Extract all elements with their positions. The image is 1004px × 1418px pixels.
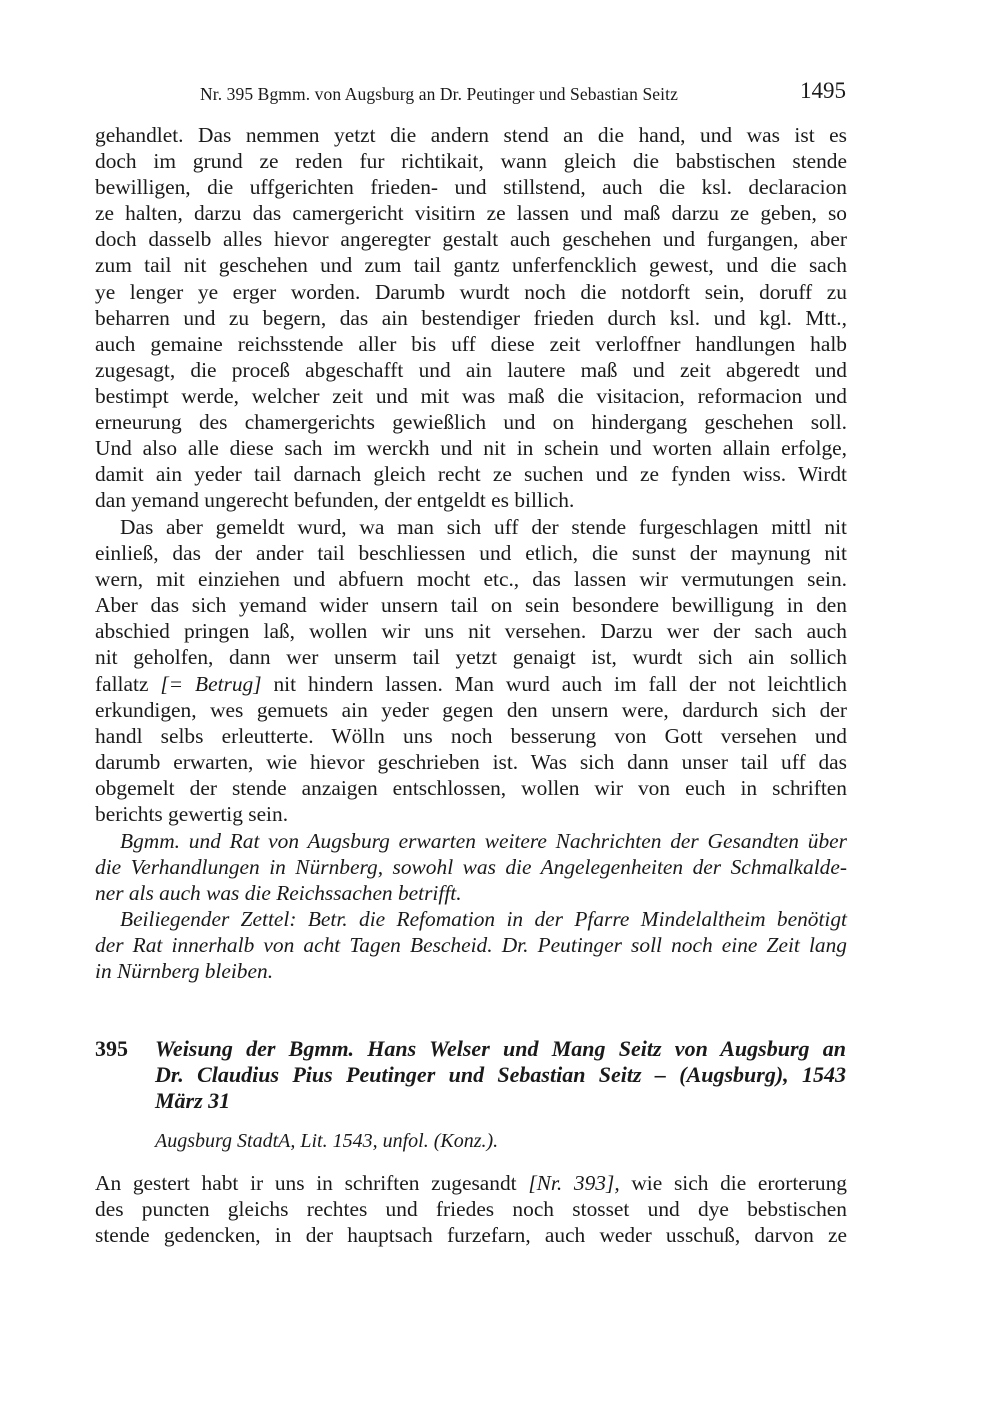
text-line: doch dasselb alles hievor angeregter gestalt auch geschehen und furgangen, aber bbox=[95, 227, 847, 252]
text-line: obgemelt der stende anzaigen entschlossen, wollen wir von euch in schriften bbox=[95, 775, 847, 800]
text-line: zugesagt, die proceß abgeschafft und ain lautere maß und zeit abgeredt und bbox=[95, 357, 847, 382]
text-line: der Rat innerhalb von acht Tagen Bescheid. Dr. Peutinger soll noch eine Zeit lang bbox=[95, 933, 847, 958]
title-line: Dr. Claudius Pius Peutinger und Sebastian Seitz – (Augsburg), 1543 bbox=[155, 1062, 846, 1088]
text-line: Bgmm. und Rat von Augsburg erwarten weitere Nachrichten der Gesandten über bbox=[120, 829, 847, 853]
summary-1 bbox=[95, 828, 847, 906]
text-line: abschied pringen laß, wollen wir uns nit versehen. Darzu wer der sach auch bbox=[95, 619, 847, 644]
text-line: des puncten gleichs rechtes und friedes noch stosset und dye bebstischen bbox=[95, 1197, 847, 1222]
text-line: in Nürnberg bleiben. bbox=[95, 959, 274, 984]
text-line: darumb erwarten, wie hievor geschrieben ist. Was sich dann unser tail uff das bbox=[95, 749, 847, 774]
text-line: auch gemaine reichsstende aller bis uff diese zeit verloffner handlungen halb bbox=[95, 331, 847, 356]
text-line: Aber das sich yemand wider unsern tail on sein besondere bewilligung in den bbox=[95, 593, 847, 618]
title-line: Weisung der Bgmm. Hans Welser und Mang Seitz von Augsburg an bbox=[155, 1036, 846, 1061]
text-line: ze halten, darzu das camergericht visitirn ze lassen und maß darzu ze geben, so bbox=[95, 201, 847, 226]
text-line: bewilligen, die uffgerichten frieden- und stillstend, auch die ksl. declaracion bbox=[95, 175, 847, 200]
entry-number: 395 bbox=[95, 1036, 128, 1061]
paragraph-1 bbox=[95, 122, 847, 513]
page-number: 1495 bbox=[800, 78, 846, 103]
text-line: gehandlet. Das nemmen yetzt die andern stend an die hand, und was ist es bbox=[95, 123, 847, 147]
entry-title bbox=[155, 1036, 846, 1114]
text-line: Beiliegender Zettel: Betr. die Refomation in der Pfarre Mindelaltheim benötigt bbox=[120, 907, 847, 931]
text-line: einließ, das der ander tail beschliessen und etlich, die sunst der maynung nit bbox=[95, 541, 847, 566]
text-segment: nit hindern lassen. Man wurd auch im fall der not leichtlich bbox=[261, 671, 847, 696]
paragraph-2 bbox=[95, 514, 847, 827]
summary-2 bbox=[95, 906, 847, 984]
source-reference: Augsburg StadtA, Lit. 1543, unfol. (Konz.). bbox=[155, 1130, 499, 1152]
text-line: Und also alle diese sach im werckh und nit in schein und worten allain erfolge, bbox=[95, 436, 847, 461]
text-line: berichts gewertig sein. bbox=[95, 802, 289, 827]
title-line: März 31 bbox=[155, 1088, 231, 1114]
text-line: erkundigen, wes gemuets ain yeder gegen den unsern were, dardurch sich der bbox=[95, 697, 847, 722]
text-line: bestimpt werde, welcher zeit und mit was maß die visitacion, reformacion und bbox=[95, 383, 847, 408]
cross-reference: [Nr. 393], bbox=[528, 1171, 620, 1195]
entry-text bbox=[95, 1170, 847, 1248]
running-header bbox=[96, 76, 848, 106]
text-segment: An gestert habt ir uns in schriften zugesandt bbox=[95, 1171, 529, 1195]
text-line: stende gedencken, in der hauptsach furzefarn, auch weder usschuß, darvon ze bbox=[95, 1223, 847, 1248]
text-line: damit ain yeder tail darnach gleich recht ze suchen und ze fynden wiss. Wirdt bbox=[95, 462, 847, 487]
text-line: zum tail nit geschehen und zum tail gantz unferfencklich gewest, und die sach bbox=[95, 253, 847, 278]
text-line: nit geholfen, dann wer unserm tail yetzt genaigt ist, wurdt sich ain sollich bbox=[95, 645, 847, 670]
text-line: doch im grund ze reden fur richtikait, wann gleich die babstischen stende bbox=[95, 149, 847, 174]
text-line bbox=[95, 1170, 847, 1196]
text-line: ner als auch was die Reichssachen betrifft. bbox=[95, 881, 462, 906]
text-line: Das aber gemeldt wurd, wa man sich uff der stende furgeschlagen mittl nit bbox=[120, 515, 847, 539]
text-line: die Verhandlungen in Nürnberg, sowohl was die Angelegenheiten der Schmalkalde- bbox=[95, 855, 847, 880]
running-title: Nr. 395 Bgmm. von Augsburg an Dr. Peutinger und Sebastian Seitz bbox=[200, 84, 678, 104]
text-segment: fallatz bbox=[95, 671, 161, 696]
editorial-note: [= Betrug] bbox=[160, 671, 262, 696]
text-line: dan yemand ungerecht befunden, der entgeldt es billich. bbox=[95, 488, 575, 513]
text-line: handl selbs erleutterte. Wölln uns noch besserung von Gott versehen und bbox=[95, 723, 847, 748]
text-line: beharren und zu begern, das ain bestendiger frieden durch ksl. und kgl. Mtt., bbox=[95, 305, 847, 330]
text-segment: wie sich die erorterung bbox=[619, 1171, 847, 1195]
text-line: ye lenger ye erger worden. Darumb wurdt noch die notdorft sein, doruff zu bbox=[95, 279, 847, 304]
text-line: wern, mit einziehen und abfuern mocht etc., das lassen wir vermutungen sein. bbox=[95, 567, 847, 592]
text-line bbox=[95, 671, 847, 697]
text-line: erneurung des chamergerichts gewießlich und on hindergang geschehen soll. bbox=[95, 410, 847, 435]
